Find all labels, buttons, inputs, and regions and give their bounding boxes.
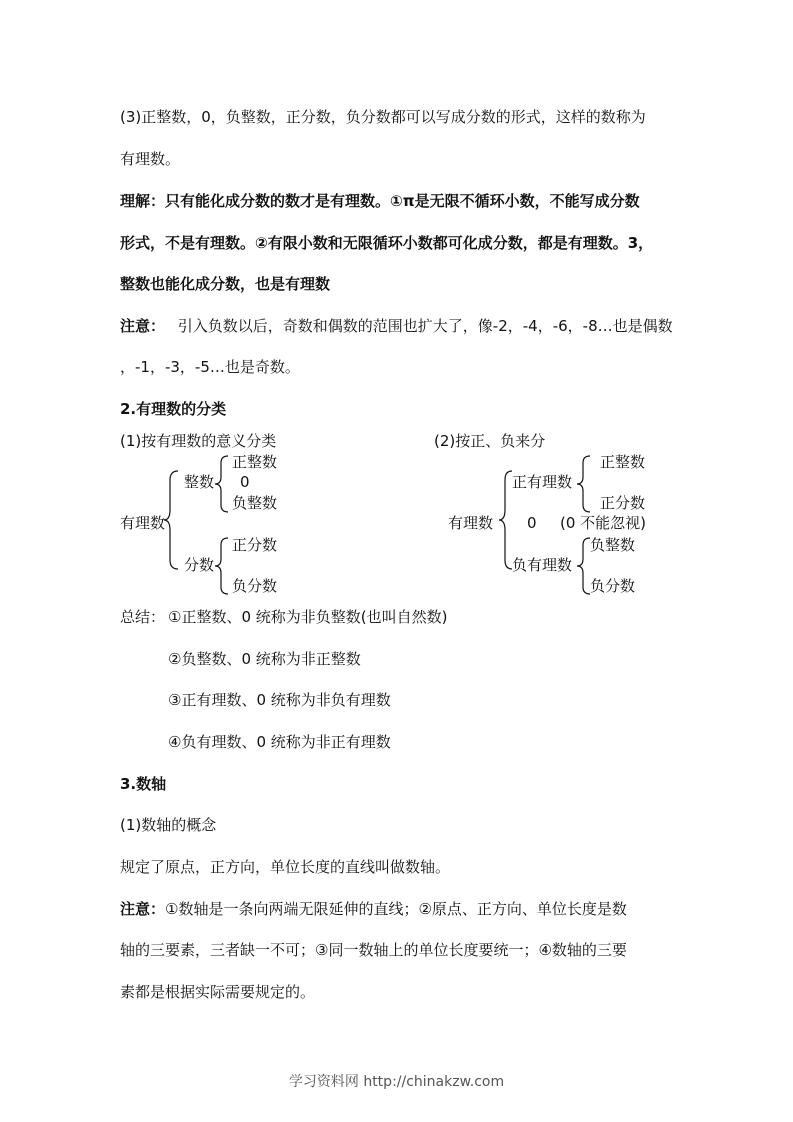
summary-item: ①正整数、0 统称为非负整数(也叫自然数) [168, 608, 448, 626]
note-line [120, 316, 673, 336]
left-classification-title: (1)按有理数的意义分类 [120, 432, 277, 450]
note-line [120, 899, 627, 919]
left-positive-integer: 正整数 [232, 453, 278, 471]
left-root-brace [166, 470, 180, 570]
note-label: 注意： [120, 900, 166, 918]
left-fraction-label: 分数 [184, 556, 215, 574]
section-heading: 2.有理数的分类 [120, 400, 227, 418]
right-zero: 0 [527, 514, 537, 532]
left-negative-integer: 负整数 [232, 494, 278, 512]
note-label: 注意： [120, 317, 166, 335]
section-heading: 3.数轴 [120, 775, 167, 793]
understanding-line: 理解：只有能化成分数的数才是有理数。①π是无限不循环小数，不能写成分数 [120, 192, 640, 210]
summary-item: ④负有理数、0 统称为非正有理数 [168, 733, 391, 751]
understanding-line: 形式，不是有理数。②有限小数和无限循环小数都可化成分数，都是有理数。3， [120, 234, 654, 252]
right-root-label: 有理数 [448, 514, 494, 532]
left-integer-label: 整数 [184, 473, 215, 491]
paragraph-line: (3)正整数，0，负整数，正分数，负分数都可以写成分数的形式，这样的数称为 [120, 108, 646, 126]
right-positive-brace [578, 455, 592, 513]
note-line: 素都是根据实际需要规定的。 [120, 983, 316, 1001]
summary-item: ③正有理数、0 统称为非负有理数 [168, 691, 391, 709]
summary-label: 总结： [120, 608, 166, 626]
left-positive-fraction: 正分数 [232, 536, 278, 554]
summary-item: ②负整数、0 统称为非正整数 [168, 650, 361, 668]
left-integer-brace [216, 455, 230, 513]
right-negative-integer: 负整数 [590, 536, 636, 554]
right-positive-rational: 正有理数 [512, 473, 573, 491]
paragraph-line: 有理数。 [120, 150, 181, 168]
note-line: ，-1，-3，-5…也是奇数。 [120, 358, 300, 376]
left-root-label: 有理数 [120, 514, 166, 532]
left-negative-fraction: 负分数 [232, 577, 278, 595]
definition-text: 规定了原点，正方向，单位长度的直线叫做数轴。 [120, 858, 451, 876]
right-positive-integer: 正整数 [600, 453, 646, 471]
right-negative-fraction: 负分数 [590, 577, 636, 595]
note-text: 引入负数以后，奇数和偶数的范围也扩大了，像-2，-4，-6，-8…也是偶数 [177, 317, 673, 335]
note-line: 轴的三要素，三者缺一不可；③同一数轴上的单位长度要统一；④数轴的三要 [120, 941, 627, 959]
subsection-heading: (1)数轴的概念 [120, 816, 217, 834]
understanding-line: 整数也能化成分数，也是有理数 [120, 275, 331, 293]
left-fraction-brace [216, 537, 230, 595]
footer-watermark: 学习资料网 http://chinakzw.com [288, 1074, 505, 1090]
left-zero: 0 [240, 473, 250, 491]
right-zero-note: (0 不能忽视) [560, 514, 647, 532]
right-positive-fraction: 正分数 [600, 494, 646, 512]
note-text: ①数轴是一条向两端无限延伸的直线；②原点、正方向、单位长度是数 [165, 900, 627, 918]
right-classification-title: (2)按正、负来分 [434, 432, 546, 450]
right-negative-rational: 负有理数 [512, 556, 573, 574]
